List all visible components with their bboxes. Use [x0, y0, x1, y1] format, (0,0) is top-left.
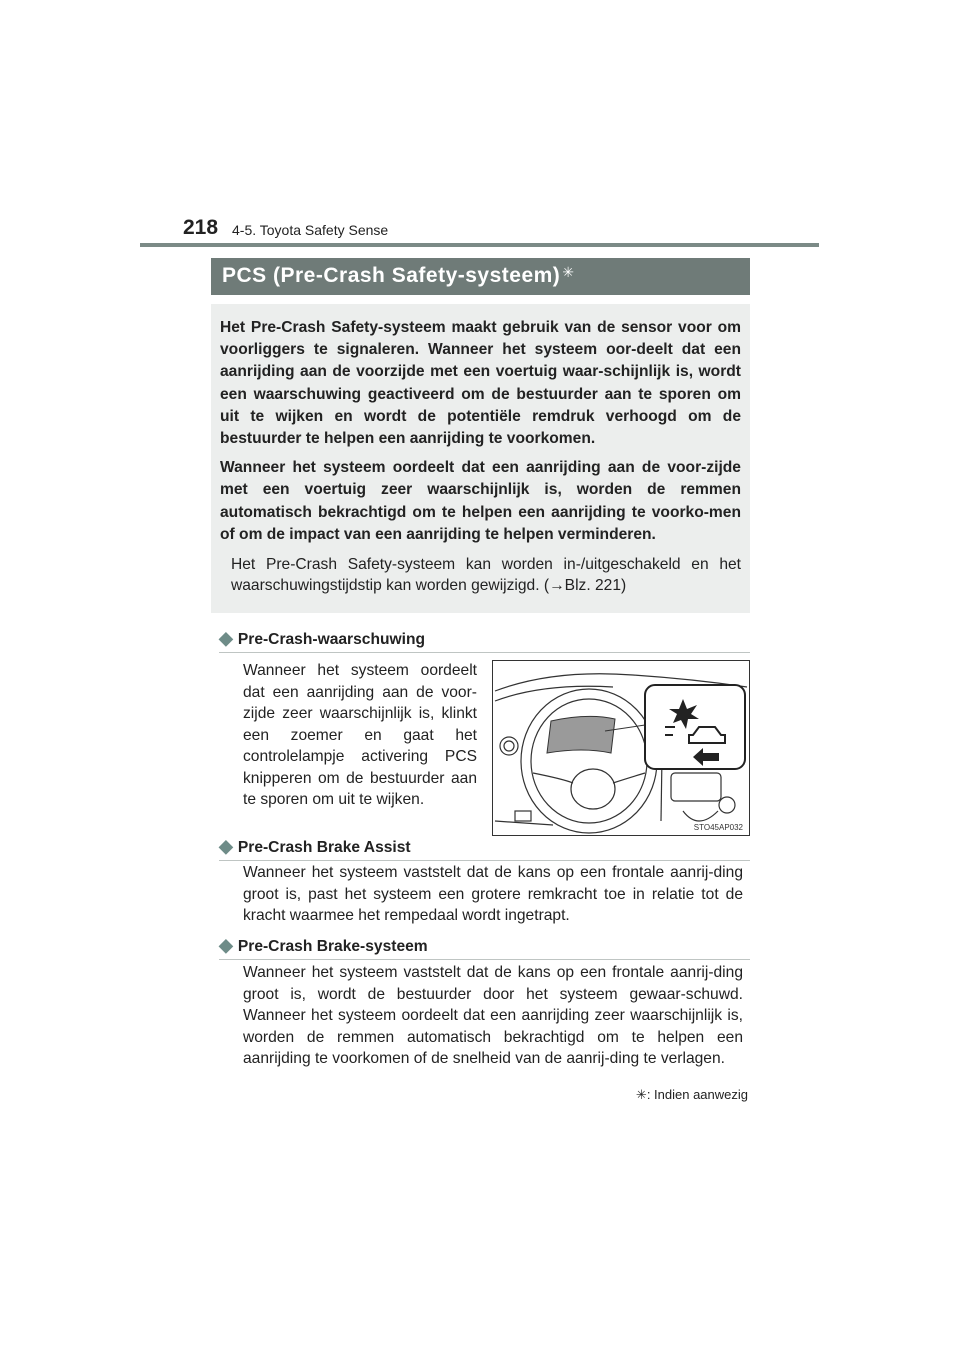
- section-title-bar: [211, 258, 750, 295]
- page-title: PCS (Pre-Crash Safety-systeem): [222, 264, 561, 287]
- subheading-rule: [219, 860, 750, 861]
- figure-code: STO45AP032: [693, 823, 743, 832]
- header-rule: [140, 243, 819, 247]
- subheading-label: Pre-Crash Brake Assist: [237, 839, 411, 856]
- footnote: ✳: Indien aanwezig: [635, 1087, 748, 1102]
- diamond-bullet-icon: ◆: [219, 935, 233, 955]
- intro-paragraph-1: Het Pre-Crash Safety-systeem maakt gebruik van de sensor voor om voorliggers te signaleren. Wanneer het systeem oor-deelt dat een aanrijding aan de voorzijde met een voertuig waar-schijnlijk is, wordt een waarschuwing geactiveerd om de bestuurder aan te sporen om uit te wijken en wordt de potentiële remdruk verhoogd om de bestuurder te helpen een aanrijding te voorkomen.: [220, 319, 741, 448]
- title-asterisk: ✳: [562, 264, 575, 280]
- subheading-pre-crash-warning: [219, 628, 750, 649]
- intro-note: Het Pre-Crash Safety-systeem kan worden in-/uitgeschakeld en het waarschuwingstijdstip kan worden gewijzigd. (→Blz. 221): [231, 556, 741, 595]
- pre-crash-warning-text: Wanneer het systeem oordeelt dat een aanrijding aan de voor-zijde zeer waarschijnlijk is, klinkt een zoemer en gaat het controlelampje activering PCS knipperen om de bestuurder aan te sporen om uit te wijken.: [243, 662, 477, 808]
- subheading-label: Pre-Crash Brake-systeem: [237, 938, 428, 955]
- subheading-brake-system: [219, 935, 750, 956]
- intro-paragraph-2: Wanneer het systeem oordeelt dat een aanrijding aan de voor-zijde met een voertuig zeer waarschijnlijk is, worden de remmen automatisch bekrachtigd om te helpen een aanrijding te voorko-men of om de impact van een aanrijding te helpen verminderen.: [220, 459, 741, 543]
- subheading-rule: [219, 959, 750, 960]
- page-number: 218: [183, 216, 219, 239]
- brake-assist-text: Wanneer het systeem vaststelt dat de kans op een frontale aanrij-ding groot is, past het systeem een grotere remkracht toe in relatie tot de kracht waarmee het rempedaal wordt ingetrapt.: [243, 864, 743, 924]
- intro-box: [211, 304, 750, 613]
- diamond-bullet-icon: ◆: [219, 628, 233, 648]
- subheading-label: Pre-Crash-waarschuwing: [237, 631, 426, 648]
- diamond-bullet-icon: ◆: [219, 836, 233, 856]
- dashboard-figure: [492, 660, 750, 836]
- brake-system-text: Wanneer het systeem vaststelt dat de kans op een frontale aanrij-ding groot is, wordt de bestuurder door het systeem gewaar-schuwd. Wanneer het systeem oordeelt dat een aanrijding zeer waarschijnlijk is, worden de remmen automatisch bekrachtigd om te helpen een aanrijding te voorkomen of de snelheid van de aanrij-ding te verlagen.: [243, 964, 743, 1067]
- subheading-brake-assist: [219, 836, 750, 857]
- dashboard-illustration: [493, 661, 749, 835]
- section-label: 4-5. Toyota Safety Sense: [232, 222, 389, 238]
- subheading-rule: [219, 652, 750, 653]
